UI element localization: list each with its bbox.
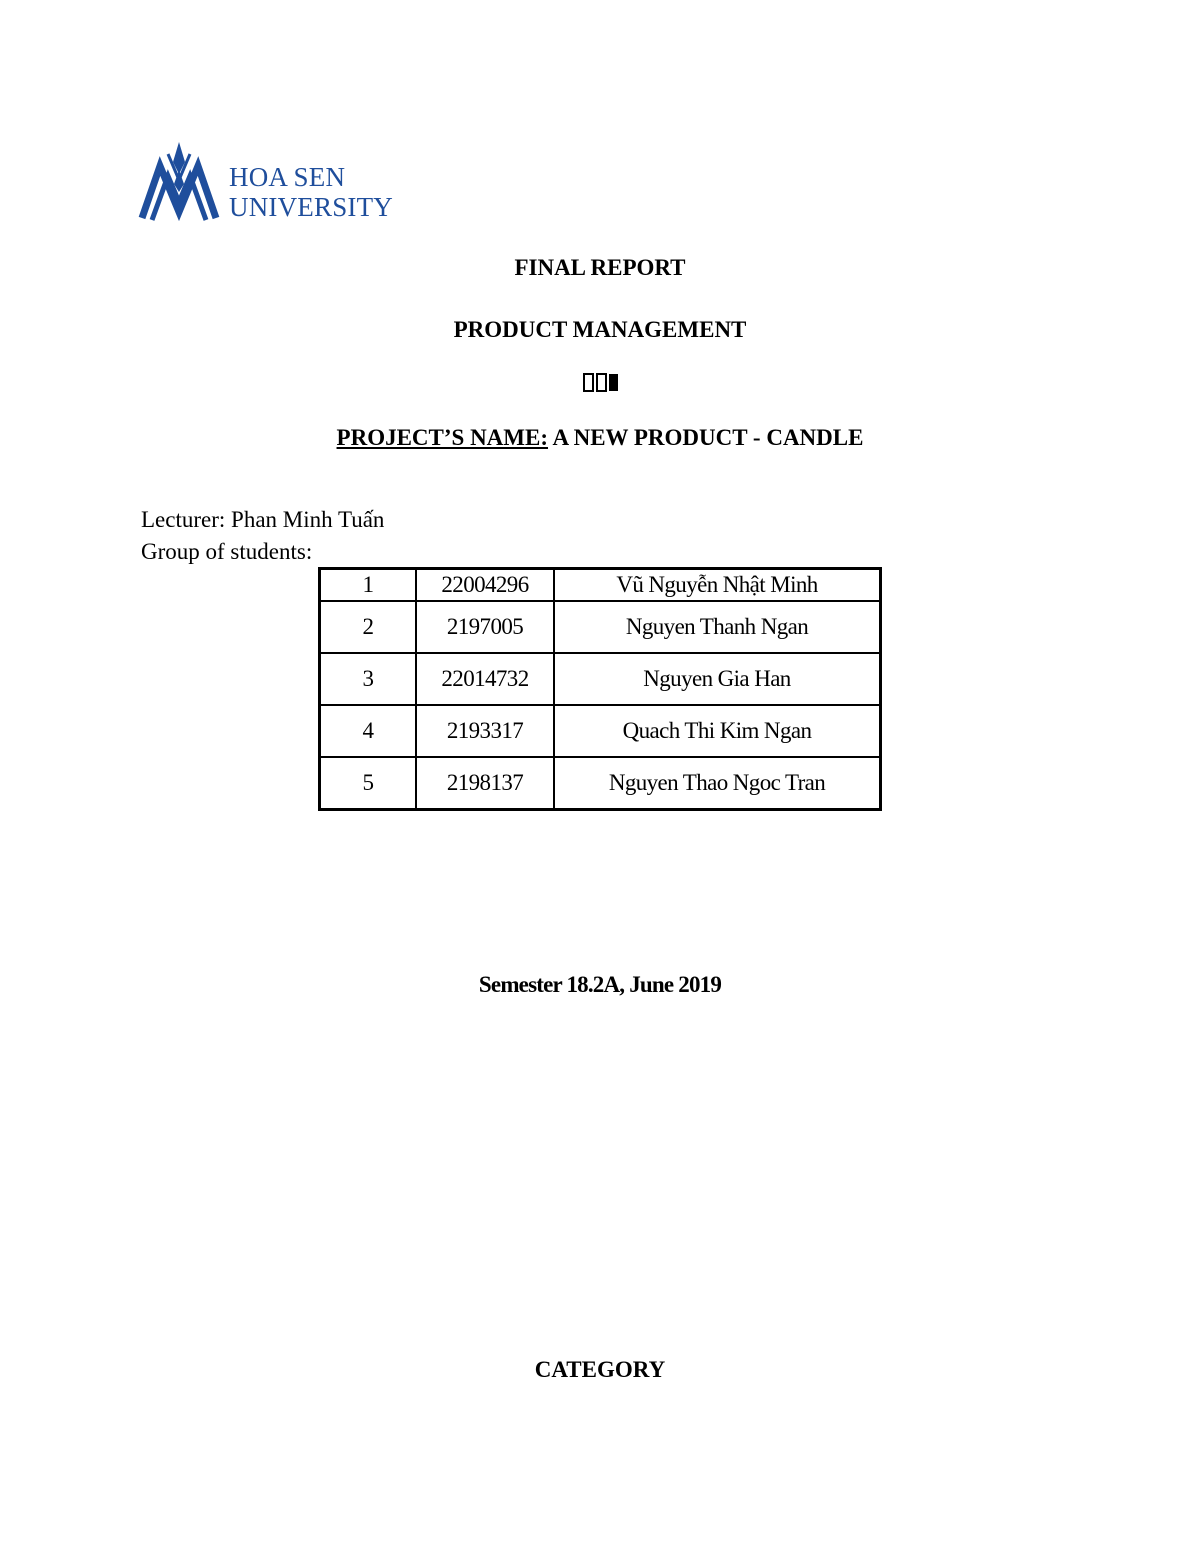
lotus-mountain-logo-icon: [138, 140, 220, 224]
students-table: [318, 567, 882, 811]
semester-line: Semester 18.2A, June 2019: [478, 972, 722, 997]
group-label: Group of students:: [141, 539, 313, 564]
ornament-box-2: [596, 373, 607, 392]
logo-wordmark: [229, 162, 393, 222]
course-title: PRODUCT MANAGEMENT: [453, 317, 747, 342]
table-row: [320, 757, 881, 810]
project-label: PROJECT’S NAME:: [336, 425, 549, 450]
table-row: [320, 653, 881, 705]
student-name: Nguyen Thao Ngoc Tran: [554, 757, 881, 810]
table-row: [320, 705, 881, 757]
student-id: 2198137: [416, 757, 554, 810]
student-no: 3: [320, 653, 417, 705]
student-name: Vũ Nguyễn Nhật Minh: [554, 569, 881, 602]
student-id: 2193317: [416, 705, 554, 757]
student-no: 5: [320, 757, 417, 810]
student-name: Quach Thi Kim Ngan: [554, 705, 881, 757]
lecturer-line: Lecturer: Phan Minh Tuấn: [141, 507, 385, 532]
student-id: 22004296: [416, 569, 554, 602]
student-no: 1: [320, 569, 417, 602]
logo-line-2: UNIVERSITY: [229, 192, 393, 222]
student-name: Nguyen Gia Han: [554, 653, 881, 705]
table-row: [320, 569, 881, 602]
student-id: 22014732: [416, 653, 554, 705]
category-heading: CATEGORY: [534, 1357, 666, 1382]
project-value: A NEW PRODUCT - CANDLE: [548, 425, 864, 450]
ornament-glyphs: [0, 370, 1200, 393]
student-name: Nguyen Thanh Ngan: [554, 601, 881, 653]
ornament-box-1: [583, 373, 594, 392]
student-no: 4: [320, 705, 417, 757]
student-id: 2197005: [416, 601, 554, 653]
report-title: FINAL REPORT: [514, 255, 686, 280]
student-no: 2: [320, 601, 417, 653]
table-row: [320, 601, 881, 653]
ornament-bar: [609, 374, 618, 391]
university-logo: [138, 140, 398, 224]
logo-line-1: HOA SEN: [229, 162, 346, 192]
project-name: [0, 425, 1200, 451]
